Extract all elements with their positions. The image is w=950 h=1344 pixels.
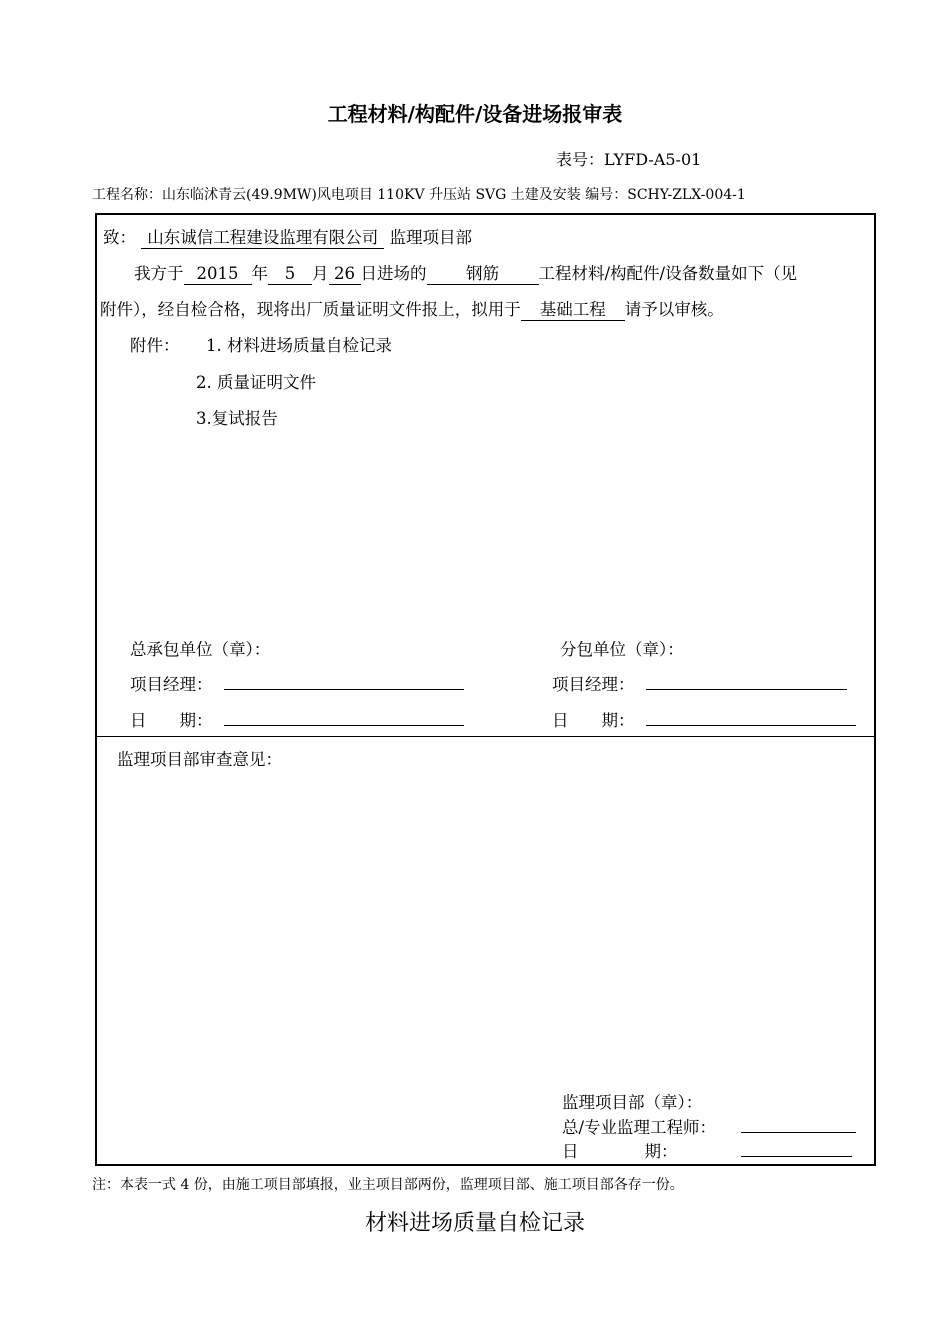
supervision-company: 山东诚信工程建设监理有限公司 xyxy=(141,229,384,249)
date-line-right[interactable] xyxy=(646,725,856,726)
addressee-prefix: 致： xyxy=(103,228,136,247)
entry-day: 26 xyxy=(329,265,361,285)
addressee-line xyxy=(103,224,472,249)
general-contractor-seal: 总承包单位（章）： xyxy=(130,640,271,659)
review-date-label: 日 期： xyxy=(562,1142,678,1161)
review-seal: 监理项目部（章）： xyxy=(562,1093,703,1112)
body-line-1 xyxy=(134,260,797,285)
project-manager-line-left[interactable] xyxy=(224,689,464,690)
review-engineer-line[interactable] xyxy=(741,1132,856,1133)
project-info-line: 工程名称：山东临沭青云(49.9MW)风电项目 110KV 升压站 SVG 土建及安装 编号：SCHY-ZLX-004-1 xyxy=(92,187,746,203)
project-manager-label-right: 项目经理： xyxy=(552,675,635,694)
attachment-item: 3.复试报告 xyxy=(196,409,278,428)
review-heading: 监理项目部审查意见： xyxy=(117,750,282,769)
project-manager-label-left: 项目经理： xyxy=(130,675,213,694)
month-unit: 月 xyxy=(312,264,329,283)
body-line-2 xyxy=(100,296,724,321)
subcontractor-seal: 分包单位（章）： xyxy=(560,640,684,659)
review-engineer-label: 总/专业监理工程师： xyxy=(562,1118,717,1137)
supervision-dept: 监理项目部 xyxy=(389,228,472,247)
date-label-left: 日 期： xyxy=(130,711,213,730)
entry-year: 2015 xyxy=(184,265,252,285)
body-text: 我方于 xyxy=(134,264,184,283)
usage-target: 基础工程 xyxy=(521,301,625,321)
date-line-left[interactable] xyxy=(224,725,464,726)
body-text: 附件），经自检合格，现将出厂质量证明文件报上，拟用于 xyxy=(100,300,521,319)
form-number: 表号：LYFD-A5-01 xyxy=(556,150,702,169)
project-manager-line-right[interactable] xyxy=(646,689,847,690)
attachment-item: 1. 材料进场质量自检记录 xyxy=(206,336,392,355)
entry-month: 5 xyxy=(268,265,312,285)
review-date-line[interactable] xyxy=(741,1156,852,1157)
section-divider xyxy=(95,736,876,737)
footnote: 注：本表一式 4 份，由施工项目部填报，业主项目部两份，监理项目部、施工项目部各存一份。 xyxy=(92,1177,684,1193)
body-text: 日进场的 xyxy=(360,264,427,283)
material-name: 钢筋 xyxy=(427,265,539,285)
date-label-right: 日 期： xyxy=(552,711,635,730)
form-title: 工程材料/构配件/设备进场报审表 xyxy=(327,102,623,126)
body-text: 请予以审核。 xyxy=(624,300,724,319)
body-text: 工程材料/构配件/设备数量如下（见 xyxy=(538,264,798,283)
attachment-item: 2. 质量证明文件 xyxy=(196,373,316,392)
next-section-title: 材料进场质量自检记录 xyxy=(364,1211,585,1236)
attachments-label: 附件： xyxy=(130,336,180,355)
year-unit: 年 xyxy=(251,264,268,283)
